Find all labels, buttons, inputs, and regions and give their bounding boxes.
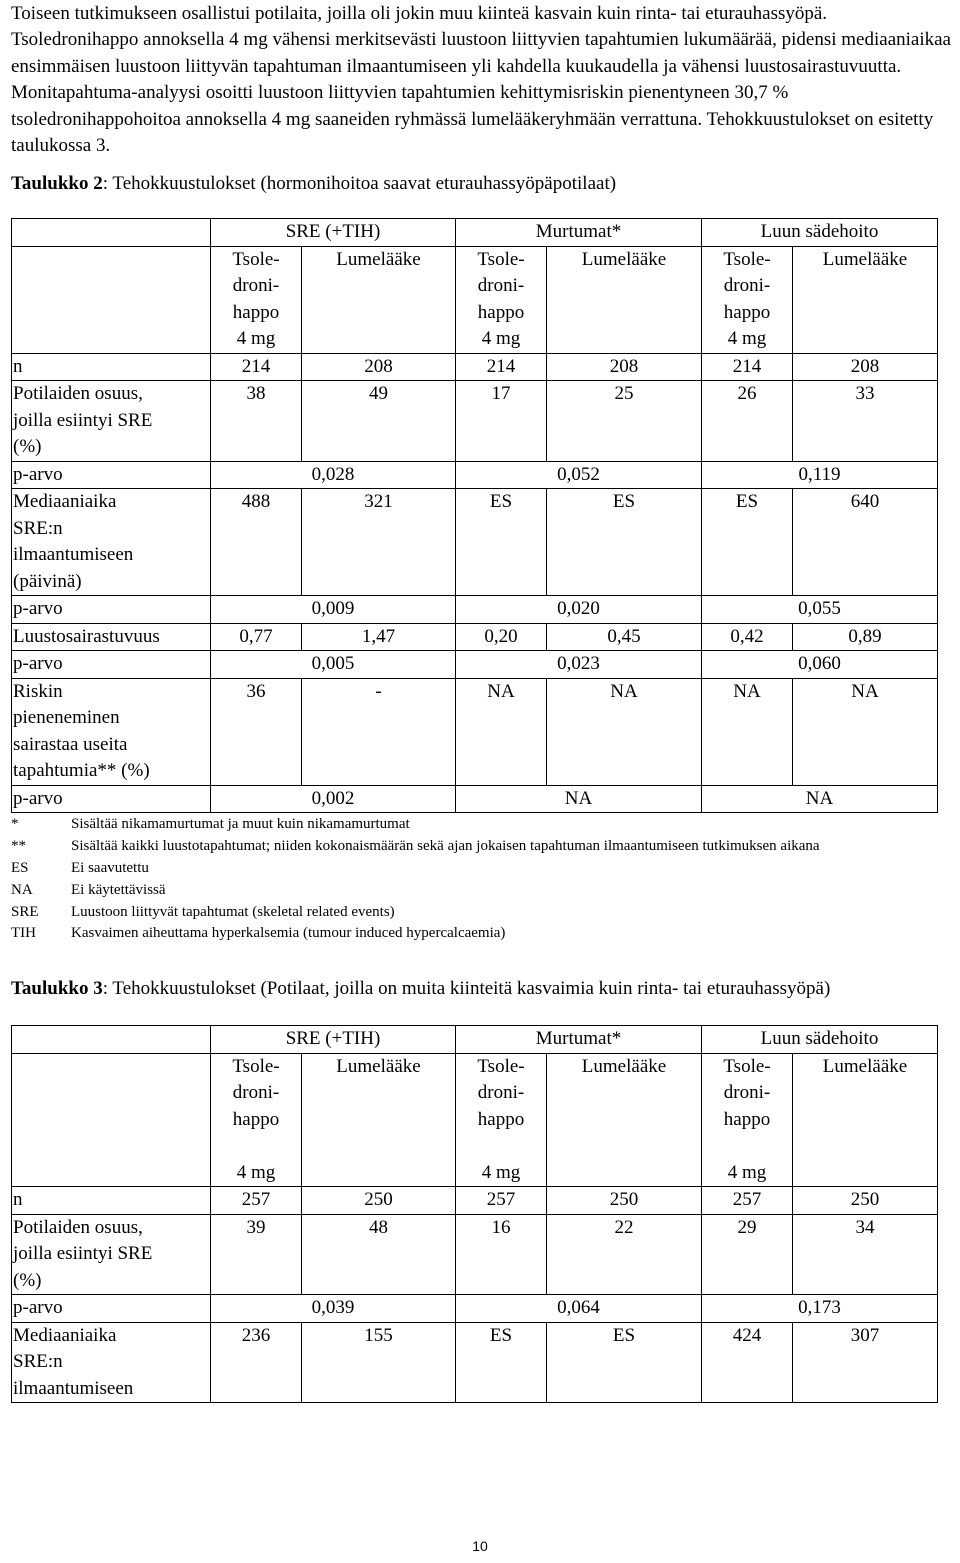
footnote (11, 880, 960, 902)
table3-row-n (12, 1187, 938, 1215)
table3-p-value: 0,039 (211, 1295, 456, 1323)
footnote (11, 923, 960, 945)
table3-cell: 257 (211, 1187, 302, 1215)
table3-col-lumelaake: Lumelääke (793, 1053, 938, 1187)
table2-p-value: 0,055 (702, 596, 938, 624)
table3-row-label: n (12, 1187, 211, 1215)
table3-group-header: Murtumat* (456, 1026, 702, 1054)
table2-cell: ES (456, 489, 547, 596)
table3-cell: 155 (302, 1322, 456, 1403)
footnote-text: Ei käytettävissä (71, 881, 166, 898)
footnote-key: ** (11, 838, 26, 855)
table2-row-p-value (12, 651, 938, 679)
table2-cell: 0,89 (793, 623, 938, 651)
table2 (11, 218, 938, 813)
table2-row-label: p-arvo (12, 785, 211, 813)
table3-cell: 307 (793, 1322, 938, 1403)
table2-cell: 0,20 (456, 623, 547, 651)
table2-row-sre-share (12, 381, 938, 462)
table2-cell: 25 (547, 381, 702, 462)
table3-p-value: 0,064 (456, 1295, 702, 1323)
table2-cell: 488 (211, 489, 302, 596)
table2-cell: ES (702, 489, 793, 596)
table3-cell: 22 (547, 1214, 702, 1295)
table2-row-label: n (12, 353, 211, 381)
table2-p-value: 0,002 (211, 785, 456, 813)
table2-row-p-value (12, 461, 938, 489)
footnote-key: SRE (11, 903, 39, 920)
table2-cell: 38 (211, 381, 302, 462)
table3 (11, 1025, 938, 1403)
table2-corner-cell (12, 219, 211, 247)
footnote-key: TIH (11, 925, 36, 942)
table2-subheader-blank (12, 246, 211, 353)
table2-p-value: NA (456, 785, 702, 813)
table3-cell: 29 (702, 1214, 793, 1295)
page-number: 10 (472, 1538, 488, 1554)
footnote-key: * (11, 816, 19, 833)
table2-row-risk-reduction (12, 678, 938, 785)
footnote-text: Luustoon liittyvät tapahtumat (skeletal related events) (71, 903, 395, 920)
table3-col-tsoledronihappo: Tsole- droni- happo 4 mg (702, 1053, 793, 1187)
table2-p-value: 0,060 (702, 651, 938, 679)
table2-row-n (12, 353, 938, 381)
table2-cell: ES (547, 489, 702, 596)
table3-row-median-time (12, 1322, 938, 1403)
table2-cell: 214 (211, 353, 302, 381)
table3-group-header: SRE (+TIH) (211, 1026, 456, 1054)
table3-cell: ES (547, 1322, 702, 1403)
table2-group-header-row (12, 219, 938, 247)
table3-col-lumelaake: Lumelääke (302, 1053, 456, 1187)
table2-row-label: Potilaiden osuus, joilla esiintyi SRE (%) (12, 381, 211, 462)
table2-row-p-value (12, 785, 938, 813)
table3-group-header: Luun sädehoito (702, 1026, 938, 1054)
table2-cell: 17 (456, 381, 547, 462)
table2-caption-label: Taulukko 2 (11, 173, 103, 195)
table3-row-sre-share (12, 1214, 938, 1295)
table3-col-tsoledronihappo: Tsole- droni- happo 4 mg (456, 1053, 547, 1187)
table3-corner-cell (12, 1026, 211, 1054)
table2-cell: 214 (702, 353, 793, 381)
footnote-text: Sisältää kaikki luustotapahtumat; niiden kokonaismäärän sekä ajan jokaisen tapahtuman ilmaantumiseen tutkimuksen aikana (71, 838, 820, 855)
table3-cell: 39 (211, 1214, 302, 1295)
footnote-text: Sisältää nikamamurtumat ja muut kuin nikamamurtumat (71, 816, 410, 833)
table3-cell: 250 (302, 1187, 456, 1215)
footnote (11, 902, 960, 924)
table2-col-lumelaake: Lumelääke (302, 246, 456, 353)
table2-col-lumelaake: Lumelääke (793, 246, 938, 353)
table3-cell: 236 (211, 1322, 302, 1403)
table3-caption-text: : Tehokkuustulokset (Potilaat, joilla on muita kiinteitä kasvaimia kuin rinta- tai eturauhassyöpä) (102, 978, 831, 1000)
table2-cell: 640 (793, 489, 938, 596)
table2-row-label: p-arvo (12, 461, 211, 489)
table3-cell: 34 (793, 1214, 938, 1295)
table2-row-morbidity (12, 623, 938, 651)
footnote-key: ES (11, 860, 29, 877)
footnote (11, 814, 960, 836)
table2-cell: NA (702, 678, 793, 785)
table2-subheader-row (12, 246, 938, 353)
table3-subheader-row (12, 1053, 938, 1187)
table2-cell: 0,45 (547, 623, 702, 651)
table2-cell: 33 (793, 381, 938, 462)
table2-cell: 321 (302, 489, 456, 596)
table2-cell: 1,47 (302, 623, 456, 651)
table3-row-label: p-arvo (12, 1295, 211, 1323)
table2-cell: 0,42 (702, 623, 793, 651)
table3-col-lumelaake: Lumelääke (547, 1053, 702, 1187)
intro-paragraph: Toiseen tutkimukseen osallistui potilaita, joilla oli jokin muu kiinteä kasvain kuin rinta- tai eturauhassyöpä. Tsoledronihappo annoksella 4 mg vähensi merkitsevästi luustoon liittyvien tapahtumien lukumäärää, pidensi mediaaniaikaa ensimmäisen luustoon liittyvän tapahtuman ilmaantumiseen yli kahdella kuukaudella ja vähensi luustosairastuvuutta. Monitapahtuma-analyysi osoitti luustoon liittyvien tapahtumien kehittymisriskin pienentyneen 30,7 % tsoledronihappohoitoa annoksella 4 mg saaneiden ryhmässä lumelääkeryhmään verrattuna. Tehokkuustulokset on esitetty taulukossa 3. (11, 3, 951, 157)
table3-group-header-row (12, 1026, 938, 1054)
table2-col-tsoledronihappo: Tsole- droni- happo 4 mg (211, 246, 302, 353)
table2-cell: 208 (793, 353, 938, 381)
table2-caption (11, 171, 956, 197)
table2-group-header: Murtumat* (456, 219, 702, 247)
table2-cell: 0,77 (211, 623, 302, 651)
document-page (11, 0, 956, 1403)
table2-col-tsoledronihappo: Tsole- droni- happo 4 mg (702, 246, 793, 353)
table3-cell: ES (456, 1322, 547, 1403)
table2-cell: 49 (302, 381, 456, 462)
table2-col-lumelaake: Lumelääke (547, 246, 702, 353)
table2-p-value: 0,009 (211, 596, 456, 624)
table2-row-label: Riskin pieneneminen sairastaa useita tapahtumia** (%) (12, 678, 211, 785)
table2-caption-text: : Tehokkuustulokset (hormonihoitoa saavat eturauhassyöpäpotilaat) (102, 173, 617, 195)
table2-p-value: NA (702, 785, 938, 813)
table3-p-value: 0,173 (702, 1295, 938, 1323)
table3-cell: 16 (456, 1214, 547, 1295)
table2-col-tsoledronihappo: Tsole- droni- happo 4 mg (456, 246, 547, 353)
table2-group-header: SRE (+TIH) (211, 219, 456, 247)
table3-cell: 424 (702, 1322, 793, 1403)
table2-p-value: 0,028 (211, 461, 456, 489)
table3-row-label: Mediaaniaika SRE:n ilmaantumiseen (12, 1322, 211, 1403)
table2-row-label: p-arvo (12, 596, 211, 624)
footnote (11, 836, 960, 858)
table2-row-median-time (12, 489, 938, 596)
table2-cell: 26 (702, 381, 793, 462)
table2-cell: NA (793, 678, 938, 785)
table2-group-header: Luun sädehoito (702, 219, 938, 247)
table2-row-label: Mediaaniaika SRE:n ilmaantumiseen (päivinä) (12, 489, 211, 596)
footnote-text: Kasvaimen aiheuttama hyperkalsemia (tumour induced hypercalcaemia) (71, 925, 506, 942)
table2-footnotes (11, 814, 960, 945)
table3-row-p-value (12, 1295, 938, 1323)
table3-cell: 48 (302, 1214, 456, 1295)
table2-row-label: p-arvo (12, 651, 211, 679)
table3-caption-label: Taulukko 3 (11, 978, 103, 1000)
footnote-key: NA (11, 881, 33, 898)
table3-cell: 257 (702, 1187, 793, 1215)
table2-row-label: Luustosairastuvuus (12, 623, 211, 651)
table3-cell: 250 (793, 1187, 938, 1215)
table2-cell: NA (547, 678, 702, 785)
table2-p-value: 0,119 (702, 461, 938, 489)
table3-cell: 257 (456, 1187, 547, 1215)
table2-cell: 36 (211, 678, 302, 785)
table2-cell: 208 (302, 353, 456, 381)
table3-col-tsoledronihappo: Tsole- droni- happo 4 mg (211, 1053, 302, 1187)
footnote (11, 858, 960, 880)
table2-cell: - (302, 678, 456, 785)
table2-cell: NA (456, 678, 547, 785)
table3-subheader-blank (12, 1053, 211, 1187)
table2-p-value: 0,005 (211, 651, 456, 679)
table3-caption (11, 976, 956, 1002)
table3-row-label: Potilaiden osuus, joilla esiintyi SRE (%) (12, 1214, 211, 1295)
footnote-text: Ei saavutettu (71, 860, 149, 877)
table2-cell: 214 (456, 353, 547, 381)
table3-cell: 250 (547, 1187, 702, 1215)
table2-p-value: 0,020 (456, 596, 702, 624)
table2-p-value: 0,052 (456, 461, 702, 489)
table2-row-p-value (12, 596, 938, 624)
table2-cell: 208 (547, 353, 702, 381)
table2-p-value: 0,023 (456, 651, 702, 679)
